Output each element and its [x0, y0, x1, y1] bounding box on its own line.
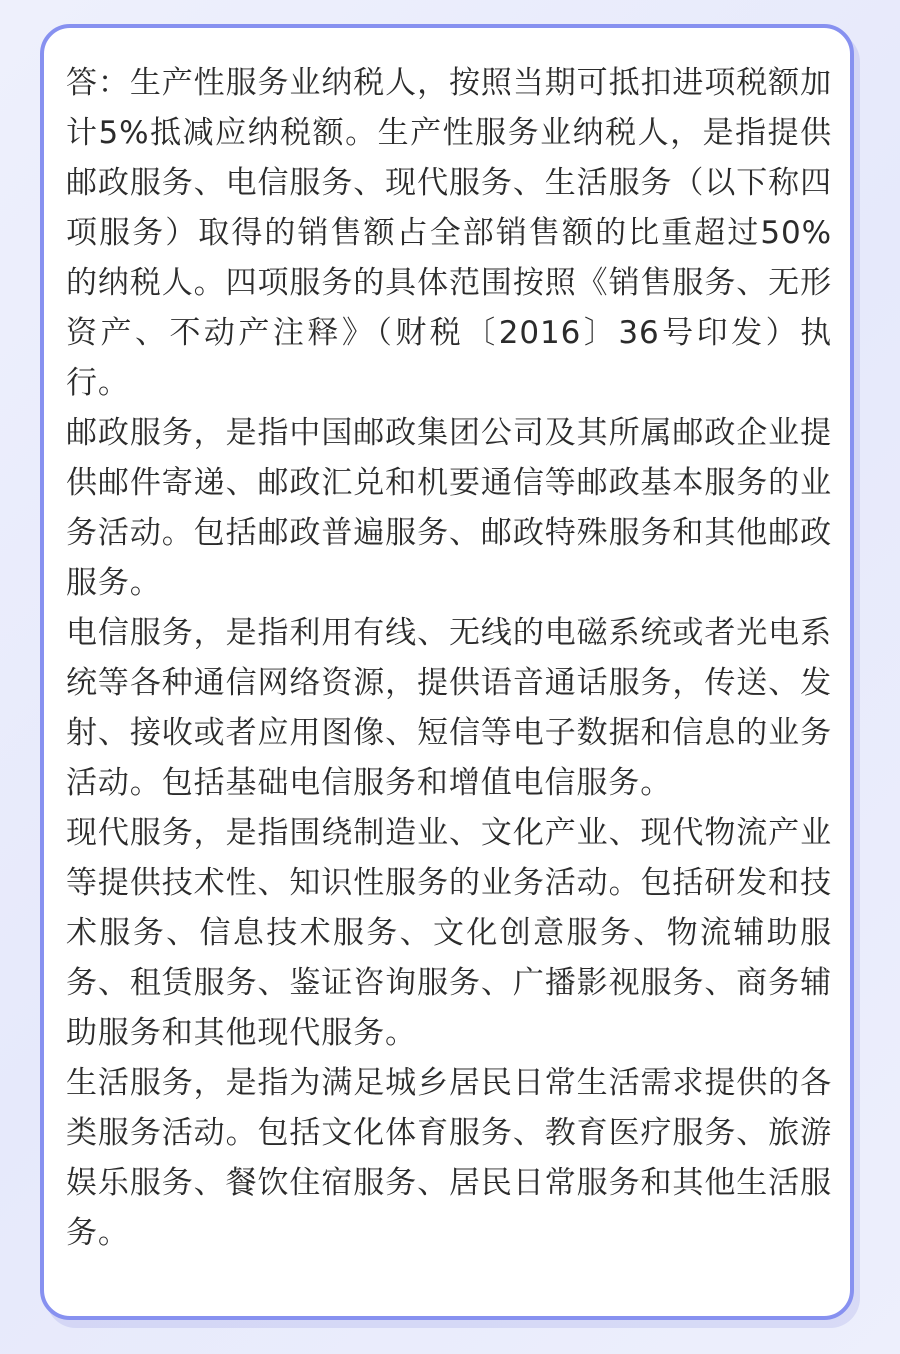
telecom-service-paragraph: 电信服务，是指利用有线、无线的电磁系统或者光电系统等各种通信网络资源，提供语音通话服务，传送、发射、接收或者应用图像、短信等电子数据和信息的业务活动。包括基础电信服务和增值电信服务。 [66, 615, 832, 801]
answer-paragraph: 答：生产性服务业纳税人，按照当期可抵扣进项税额加计5%抵减应纳税额。生产性服务业纳税人，是指提供邮政服务、电信服务、现代服务、生活服务（以下称四项服务）取得的销售额占全部销售额的比重超过50%的纳税人。四项服务的具体范围按照《销售服务、无形资产、不动产注释》（财税〔2016〕36号印发）执行。 [66, 65, 832, 401]
postal-service-paragraph: 邮政服务，是指中国邮政集团公司及其所属邮政企业提供邮件寄递、邮政汇兑和机要通信等邮政基本服务的业务活动。包括邮政普遍服务、邮政特殊服务和其他邮政服务。 [66, 415, 832, 601]
answer-card [40, 24, 854, 1320]
life-service-paragraph: 生活服务，是指为满足城乡居民日常生活需求提供的各类服务活动。包括文化体育服务、教育医疗服务、旅游娱乐服务、餐饮住宿服务、居民日常服务和其他生活服务。 [66, 1065, 832, 1251]
modern-service-paragraph: 现代服务，是指围绕制造业、文化产业、现代物流产业等提供技术性、知识性服务的业务活动。包括研发和技术服务、信息技术服务、文化创意服务、物流辅助服务、租赁服务、鉴证咨询服务、广播影视服务、商务辅助服务和其他现代服务。 [66, 815, 832, 1051]
